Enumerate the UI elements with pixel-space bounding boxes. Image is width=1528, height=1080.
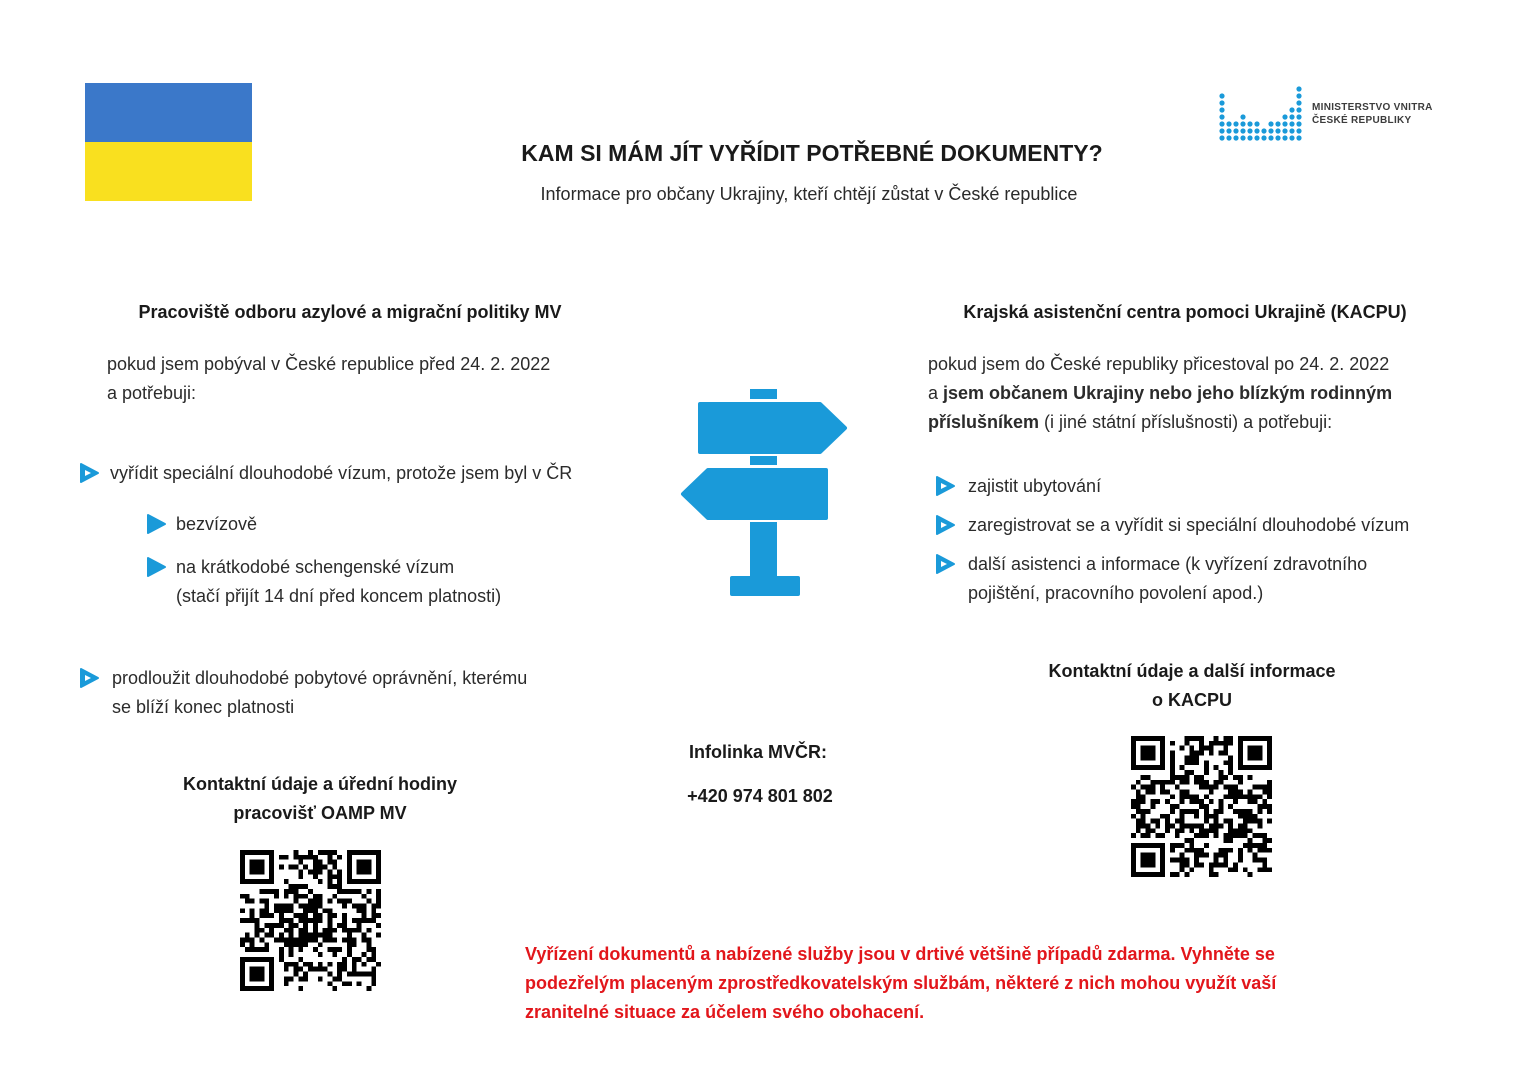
page-title: KAM SI MÁM JÍT VYŘÍDIT POTŘEBNÉ DOKUMENTY?: [521, 140, 1103, 166]
warning-line2: podezřelým placeným zprostředkovatelským službám, některé z nich mohou využít vaší: [525, 973, 1277, 993]
right-heading: Krajská asistenční centra pomoci Ukrajině (KACPU): [963, 302, 1407, 322]
left-intro: [107, 350, 667, 408]
infolinka-label: Infolinka MVČR:: [689, 742, 827, 762]
play-bullet-icon: [934, 514, 956, 536]
warning-line3: zranitelné situace za účelem svého obohacení.: [525, 1002, 925, 1022]
left-sub1-text: bezvízově: [176, 514, 258, 534]
left-contact-line2: pracovišť OAMP MV: [233, 803, 407, 823]
left-intro-line2: a potřebuji:: [107, 383, 197, 403]
right-intro-line2-bold: jsem občanem Ukrajiny nebo jeho blízkým rodinným: [943, 383, 1393, 403]
left-sub2-line2: (stačí přijít 14 dní před koncem platnosti): [176, 586, 502, 606]
flag-yellow-stripe: [85, 142, 252, 201]
play-bullet-icon: [78, 462, 100, 484]
right-bullet3-line1: další asistenci a informace (k vyřízení zdravotního: [968, 554, 1368, 574]
play-bullet-icon: [934, 553, 956, 575]
right-intro: [928, 350, 1488, 437]
infolinka-phone[interactable]: +420 974 801 802: [687, 786, 833, 806]
ministry-name: [1312, 101, 1433, 127]
right-bullet2-text: zaregistrovat se a vyřídit si speciální dlouhodobé vízum: [968, 515, 1410, 535]
warning-notice: [525, 940, 1375, 1027]
qr-code-kacpu[interactable]: [1131, 736, 1272, 877]
left-sub2-line1: na krátkodobé schengenské vízum: [176, 557, 455, 577]
left-intro-line1: pokud jsem pobýval v České republice před 24. 2. 2022: [107, 354, 551, 374]
right-bullet1-text: zajistit ubytování: [968, 476, 1102, 496]
signpost-icon: [680, 386, 850, 600]
left-bullet2-line1: prodloužit dlouhodobé pobytové oprávnění, kterému: [112, 668, 528, 688]
qr-code-oamp[interactable]: [240, 850, 381, 991]
right-contact-line2: o KACPU: [1152, 690, 1232, 710]
play-bullet-icon: [145, 513, 167, 535]
left-contact-line1: Kontaktní údaje a úřední hodiny: [182, 774, 458, 794]
ukraine-flag: [85, 83, 252, 201]
right-contact-heading: [992, 657, 1392, 715]
warning-line1: Vyřízení dokumentů a nabízené služby jsou v drtivé většině případů zdarma. Vyhněte se: [525, 944, 1275, 964]
right-bullet3-line2: pojištění, pracovního povolení apod.): [968, 583, 1264, 603]
flag-blue-stripe: [85, 83, 252, 142]
right-intro-line2: [928, 379, 1488, 408]
play-bullet-icon: [934, 475, 956, 497]
ministry-name-line2: ČESKÉ REPUBLIKY: [1312, 115, 1412, 126]
right-intro-line3: [928, 408, 1488, 437]
ministry-name-line1: MINISTERSTVO VNITRA: [1312, 102, 1433, 113]
right-intro-line3-rest: (i jiné státní příslušnosti) a potřebuji:: [1039, 412, 1333, 432]
left-contact-heading: [120, 770, 520, 828]
left-bullet1-text: vyřídit speciální dlouhodobé vízum, protože jsem byl v ČR: [110, 463, 573, 483]
right-intro-line2-prefix: a: [928, 383, 944, 403]
page-subtitle: Informace pro občany Ukrajiny, kteří chtějí zůstat v České republice: [540, 184, 1078, 204]
play-bullet-icon: [145, 556, 167, 578]
right-intro-line3-bold: příslušníkem: [928, 412, 1040, 432]
ministry-logo: [1218, 80, 1458, 144]
right-contact-line1: Kontaktní údaje a další informace: [1048, 661, 1336, 681]
play-bullet-icon: [78, 667, 100, 689]
left-heading: Pracoviště odboru azylové a migrační politiky MV: [138, 302, 562, 322]
ministry-logo-mark: [1218, 80, 1304, 144]
left-bullet2-line2: se blíží konec platnosti: [112, 697, 295, 717]
right-intro-line1: pokud jsem do České republiky přicestoval po 24. 2. 2022: [928, 354, 1390, 374]
